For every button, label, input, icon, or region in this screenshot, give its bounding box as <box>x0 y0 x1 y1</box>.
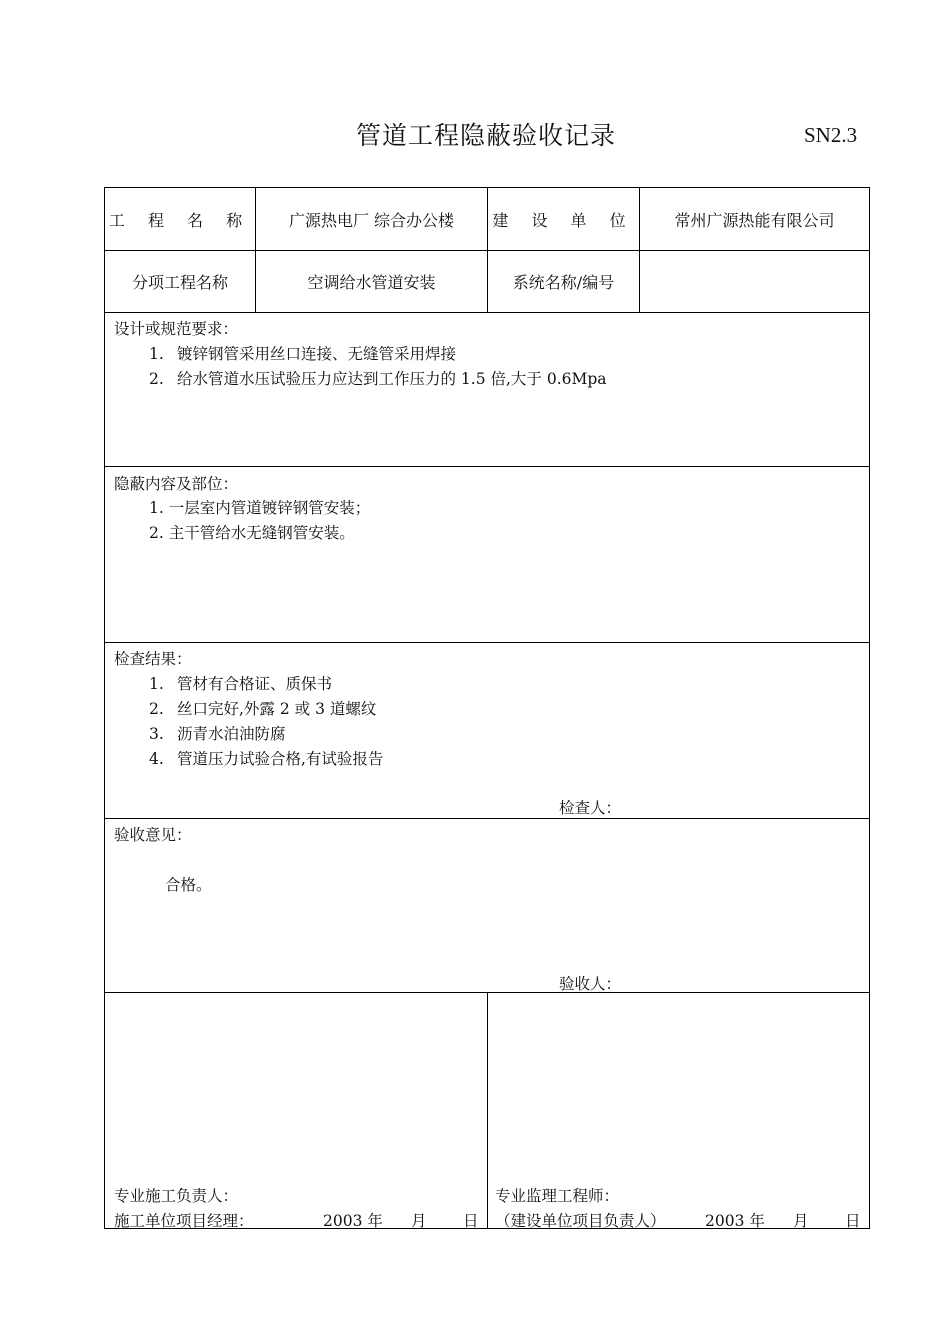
project-name-value: 广源热电厂 综合办公楼 <box>288 210 455 230</box>
acceptance-opinion: 合格。 <box>165 876 212 894</box>
system-label: 系统名称/编号 <box>512 273 615 292</box>
form-code: SN2.3 <box>804 123 858 147</box>
page-title: 管道工程隐蔽验收记录 <box>356 121 617 150</box>
owner-manager-label: （建设单位项目负责人） <box>495 1212 666 1230</box>
left-day: 日 <box>463 1212 479 1230</box>
check-item: 2. 丝口完好,外露 2 或 3 道螺纹 <box>149 700 377 718</box>
left-year: 2003 年 <box>323 1212 383 1230</box>
row-divider <box>105 312 869 313</box>
design-item: 2. 给水管道水压试验压力应达到工作压力的 1.5 倍,大于 0.6Mpa <box>149 370 607 388</box>
acceptor-label: 验收人： <box>559 975 622 993</box>
check-heading: 检查结果： <box>114 650 192 668</box>
owner-label: 建 设 单 位 <box>492 210 635 230</box>
construction-manager-label: 施工单位项目经理： <box>114 1212 254 1230</box>
sub-project-label: 分项工程名称 <box>131 273 228 292</box>
row-divider <box>105 642 869 643</box>
acceptance-heading: 验收意见： <box>114 826 192 844</box>
row-divider <box>105 466 869 467</box>
check-item: 3. 沥青水泊油防腐 <box>149 725 286 743</box>
construction-lead-label: 专业施工负责人： <box>114 1187 239 1205</box>
inspector-label: 检查人： <box>559 799 622 817</box>
project-name-label: 工 程 名 称 <box>108 210 252 230</box>
hidden-item: 2. 主干管给水无缝钢管安装。 <box>149 524 355 542</box>
check-item: 4. 管道压力试验合格,有试验报告 <box>149 750 384 768</box>
owner-value: 常州广源热能有限公司 <box>674 210 835 230</box>
inspection-form <box>104 187 870 1229</box>
sub-project-value: 空调给水管道安装 <box>307 273 436 292</box>
left-month: 月 <box>411 1212 427 1230</box>
design-heading: 设计或规范要求： <box>114 320 239 338</box>
hidden-heading: 隐蔽内容及部位： <box>114 475 239 493</box>
row-divider <box>105 818 869 819</box>
right-year: 2003 年 <box>705 1212 765 1230</box>
right-day: 日 <box>845 1212 861 1230</box>
system-value <box>640 251 869 312</box>
supervisor-label: 专业监理工程师： <box>495 1187 620 1205</box>
hidden-item: 1. 一层室内管道镀锌钢管安装； <box>149 499 371 517</box>
check-item: 1. 管材有合格证、质保书 <box>149 675 333 693</box>
right-month: 月 <box>793 1212 809 1230</box>
col-divider <box>487 992 488 1228</box>
design-item: 1. 镀锌钢管采用丝口连接、无缝管采用焊接 <box>149 345 457 363</box>
